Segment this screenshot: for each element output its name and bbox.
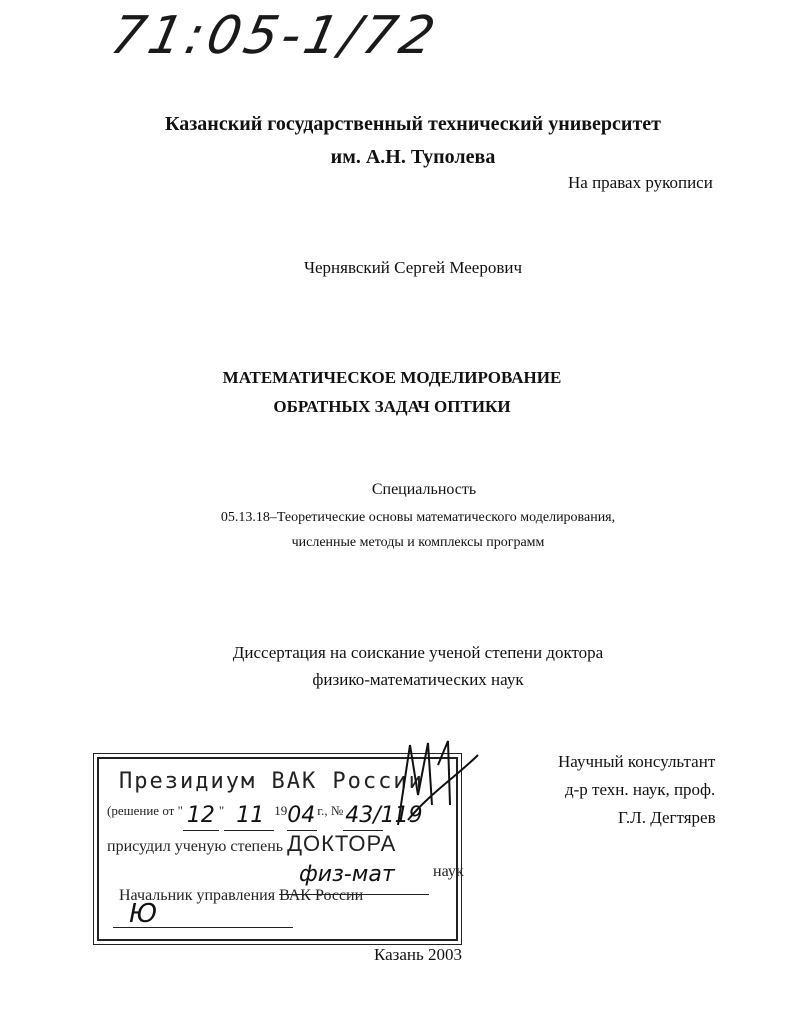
specialty-line1: 05.13.18–Теоретические основы математического моделирования, bbox=[220, 510, 616, 525]
stamp-header: Президиум ВАК России bbox=[119, 769, 424, 794]
stamp-field: физ-мат bbox=[299, 862, 395, 887]
stamp-chief-line: Начальник управления ВАК России bbox=[119, 887, 364, 904]
dissertation-line1: Диссертация на соискание ученой степени доктора bbox=[232, 643, 604, 662]
stamp-year-prefix: 19 bbox=[274, 803, 288, 818]
author-name: Чернявский Сергей Меерович bbox=[303, 258, 523, 277]
university-name: Казанский государственный технический университет bbox=[165, 113, 661, 135]
thesis-title-line1: МАТЕМАТИЧЕСКОЕ МОДЕЛИРОВАНИЕ bbox=[222, 368, 562, 387]
stamp-quote: " bbox=[218, 803, 225, 818]
stamp-signature-mark: Ю bbox=[129, 899, 158, 929]
stamp-year: 04 bbox=[287, 803, 316, 828]
rights-note: На правах рукописи bbox=[568, 173, 713, 192]
stamp-month: 11 bbox=[236, 803, 265, 828]
stamp-day: 12 bbox=[186, 803, 215, 828]
dissertation-line2: физико-математических наук bbox=[312, 670, 524, 689]
consultant-role: Научный консультант bbox=[558, 752, 716, 771]
stamp-decision-line bbox=[107, 803, 423, 828]
thesis-title-line2: ОБРАТНЫХ ЗАДАЧ ОПТИКИ bbox=[273, 397, 511, 416]
city-year: Казань 2003 bbox=[373, 945, 463, 964]
catalog-number: 71:05-1/72 bbox=[105, 6, 444, 66]
consultant-name: Г.Л. Дегтярев bbox=[618, 808, 716, 827]
stamp-year-suffix: г., № bbox=[317, 803, 344, 818]
stamp-number: 43/119 bbox=[345, 803, 423, 828]
stamp-decision-prefix: (решение от " bbox=[107, 803, 183, 818]
stamp-field-line bbox=[279, 862, 464, 887]
university-named-after: им. А.Н. Туполева bbox=[330, 146, 496, 168]
signature-scribble bbox=[388, 735, 488, 830]
stamp-field-suffix: наук bbox=[433, 863, 464, 880]
specialty-label: Специальность bbox=[371, 481, 477, 498]
stamp-degree: ДОКТОРА bbox=[287, 831, 397, 856]
stamp-awarded-line bbox=[107, 831, 396, 857]
stamp-awarded-text: присудил ученую степень bbox=[107, 838, 284, 855]
specialty-line2: численные методы и комплексы программ bbox=[291, 535, 545, 550]
consultant-degree: д-р техн. наук, проф. bbox=[565, 780, 716, 799]
